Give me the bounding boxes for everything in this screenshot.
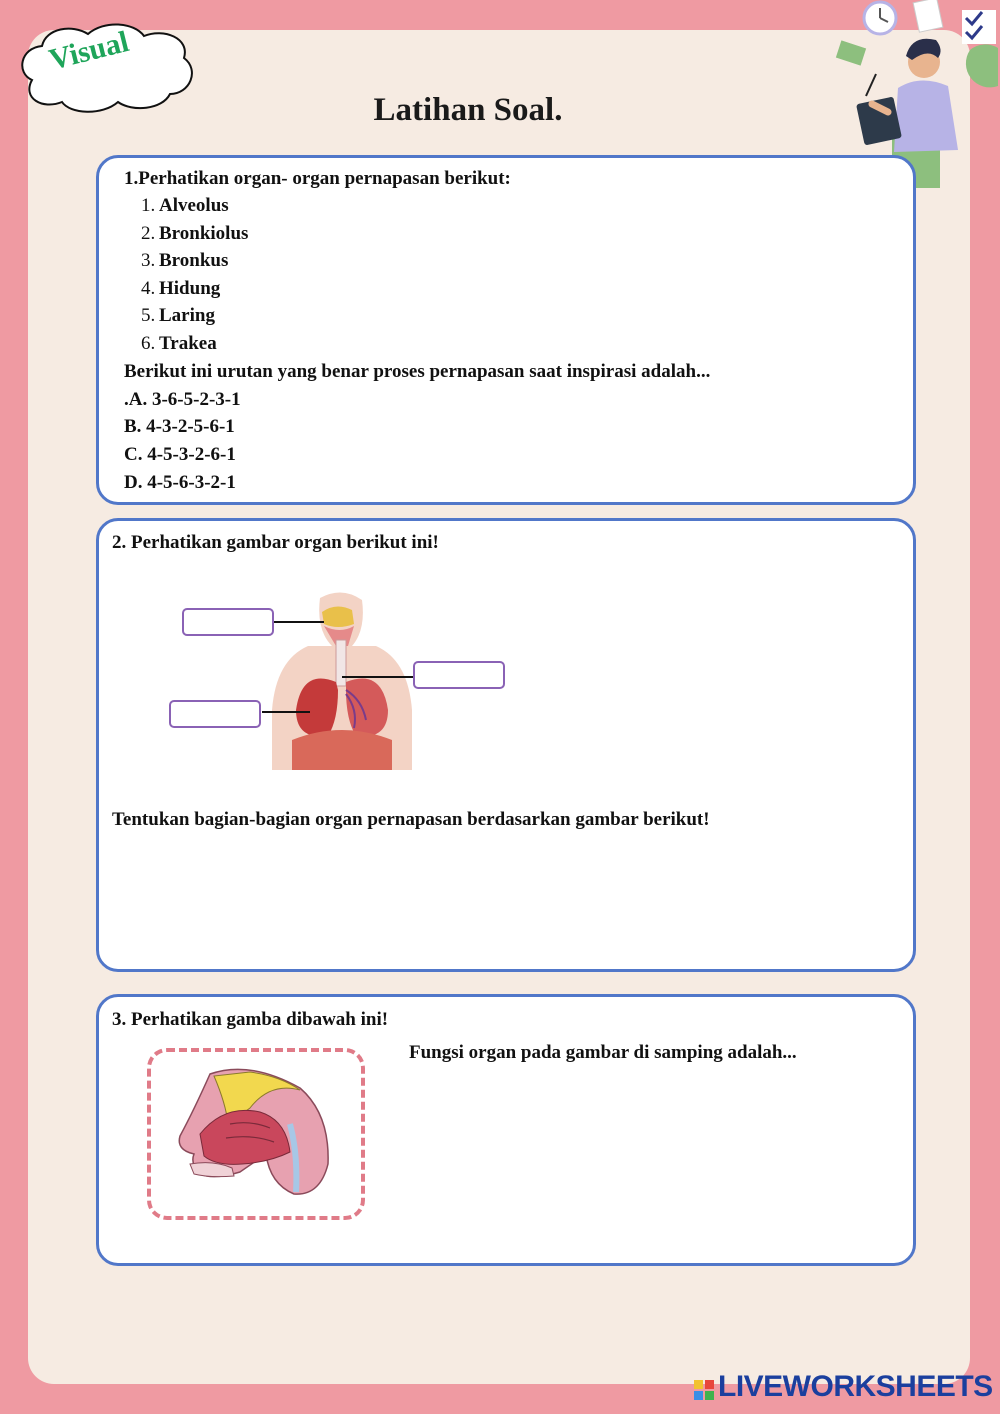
- q1-item-number: 1.: [141, 195, 156, 216]
- q1-item-number: 5.: [141, 305, 156, 326]
- liveworksheets-brand: LIVEWORKSHEETS: [718, 1370, 993, 1403]
- q1-item-label: Bronkiolus: [159, 223, 249, 244]
- q1-item-number: 4.: [141, 278, 156, 299]
- label-line: [342, 676, 414, 678]
- q1-item-number: 2.: [141, 223, 156, 244]
- q1-item-label: Laring: [159, 305, 215, 326]
- q1-question: 1.Perhatikan organ- organ pernapasan berikut:: [124, 168, 511, 189]
- q2-question: 2. Perhatikan gambar organ berikut ini!: [112, 532, 439, 553]
- q1-item: [141, 305, 215, 327]
- q1-item-number: 3.: [141, 250, 156, 271]
- q1-option-d[interactable]: D. 4-5-6-3-2-1: [124, 472, 236, 493]
- q1-item-label: Alveolus: [159, 195, 229, 216]
- q1-item: [141, 278, 220, 300]
- q2-instruction: Tentukan bagian-bagian organ pernapasan berdasarkan gambar berikut!: [112, 809, 710, 830]
- q1-item-label: Trakea: [159, 333, 217, 354]
- liveworksheets-logo-icon: [694, 1372, 716, 1408]
- q1-item: [141, 223, 248, 245]
- q1-item: [141, 333, 217, 355]
- q1-option-a[interactable]: .A. 3-6-5-2-3-1: [124, 389, 241, 410]
- label-line: [262, 711, 310, 713]
- page-title: Latihan Soal.: [373, 92, 563, 128]
- question-2-card: [96, 518, 916, 972]
- answer-input-lower-left[interactable]: [169, 700, 261, 728]
- answer-input-right[interactable]: [413, 661, 505, 689]
- q3-question: 3. Perhatikan gamba dibawah ini!: [112, 1009, 389, 1030]
- q1-item: [141, 250, 228, 272]
- q1-item-label: Bronkus: [159, 250, 229, 271]
- q1-item-number: 6.: [141, 333, 156, 354]
- label-line: [274, 621, 324, 623]
- q3-prompt: Fungsi organ pada gambar di samping adalah...: [409, 1042, 797, 1063]
- visual-badge-label: Visual: [45, 25, 133, 77]
- q1-item-label: Hidung: [159, 278, 221, 299]
- q1-option-c[interactable]: C. 4-5-3-2-6-1: [124, 444, 236, 465]
- respiratory-system-image: [262, 590, 422, 770]
- answer-input-upper-left[interactable]: [182, 608, 274, 636]
- q1-item: [141, 195, 229, 217]
- q1-prompt: Berikut ini urutan yang benar proses pernapasan saat inspirasi adalah...: [124, 361, 711, 382]
- q1-option-b[interactable]: B. 4-3-2-5-6-1: [124, 416, 235, 437]
- nasal-cavity-image: [170, 1064, 338, 1200]
